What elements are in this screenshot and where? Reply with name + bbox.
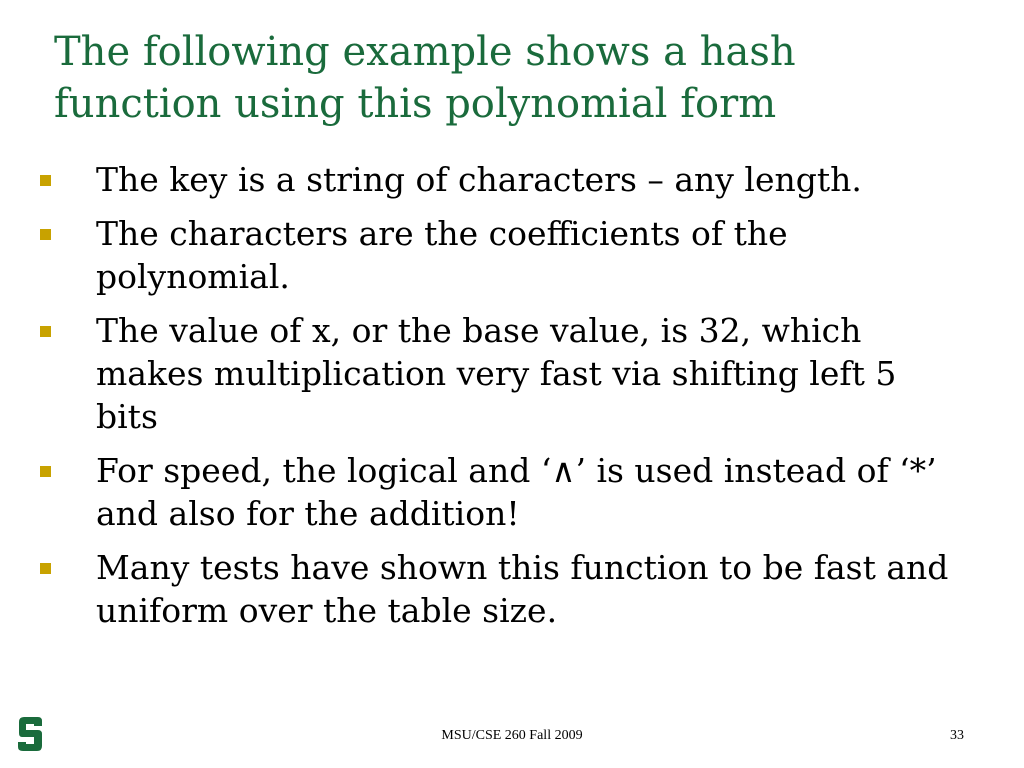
bullet-list	[40, 158, 960, 643]
square-bullet-icon	[40, 229, 51, 240]
page-number: 33	[950, 728, 964, 743]
square-bullet-icon	[40, 466, 51, 477]
bullet-text: Many tests have shown this function to be fast and uniform over the table size.	[96, 548, 949, 630]
square-bullet-icon	[40, 563, 51, 574]
bullet-item	[40, 546, 960, 632]
bullet-text: The key is a string of characters – any length.	[96, 160, 862, 199]
bullet-text: The characters are the coefficients of the polynomial.	[96, 214, 788, 296]
square-bullet-icon	[40, 326, 51, 337]
bullet-item	[40, 309, 960, 438]
bullet-item	[40, 449, 960, 535]
bullet-item	[40, 212, 960, 298]
slide-title: The following example shows a hash function using this polynomial form	[54, 29, 796, 127]
footer-course: MSU/CSE 260 Fall 2009	[441, 728, 583, 743]
bullet-text: For speed, the logical and ‘∧’ is used instead of ‘*’ and also for the addition!	[96, 451, 937, 533]
square-bullet-icon	[40, 175, 51, 186]
bullet-item	[40, 158, 960, 201]
bullet-text: The value of x, or the base value, is 32, which makes multiplication very fast via shifting left 5 bits	[96, 311, 897, 436]
